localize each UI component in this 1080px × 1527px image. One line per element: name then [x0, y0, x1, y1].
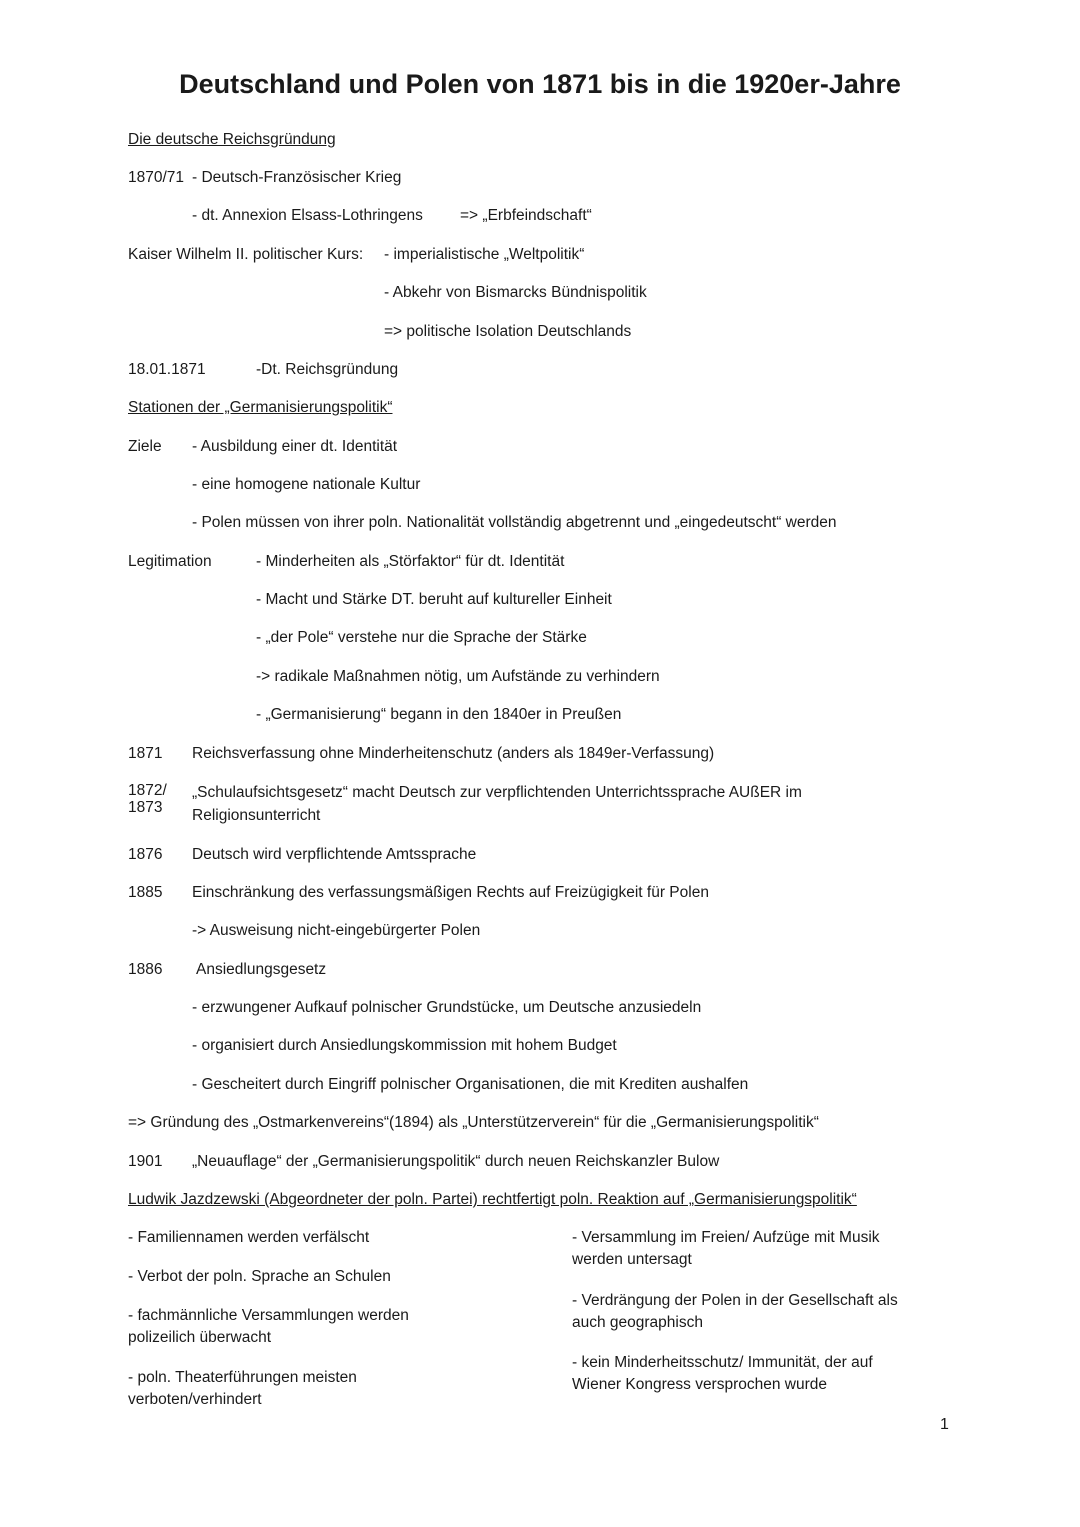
war-text: - Deutsch-Französischer Krieg: [192, 169, 402, 186]
kaiser-label: Kaiser Wilhelm II. politischer Kurs:: [128, 246, 364, 263]
text-1876: Deutsch wird verpflichtende Amtssprache: [192, 846, 477, 863]
legitimation-point-4: -> radikale Maßnahmen nötig, um Aufstände zu verhindern: [256, 668, 660, 685]
page-number: 1: [940, 1416, 949, 1433]
text-1885-sub: -> Ausweisung nicht-eingebürgerter Polen: [192, 922, 481, 939]
text-1886: Ansiedlungsgesetz: [196, 961, 327, 978]
legitimation-point-5: - „Germanisierung“ begann in den 1840er in Preußen: [256, 706, 622, 723]
year-1901: 1901: [128, 1153, 163, 1170]
ziele-point-3: - Polen müssen von ihrer poln. Nationalität vollständig abgetrennt und „eingedeutscht“ werden: [192, 514, 837, 531]
section-heading-jazdzewski: Ludwik Jazdzewski (Abgeordneter der poln. Partei) rechtfertigt poln. Reaktion auf „Germanisierungspolitik“: [128, 1191, 857, 1208]
ostmarkenverein-text: => Gründung des „Ostmarkenvereins“(1894) als „Unterstützerverein“ für die „Germanisierungspolitik“: [128, 1114, 819, 1131]
year-1872: 1872/: [128, 782, 167, 799]
kaiser-point-1: - imperialistische „Weltpolitik“: [384, 246, 585, 263]
annexion-text: - dt. Annexion Elsass-Lothringens: [192, 207, 423, 224]
text-1872-line-2: Religionsunterricht: [192, 807, 321, 824]
left-point-2: - Verbot der poln. Sprache an Schulen: [128, 1268, 391, 1285]
ziele-point-1: - Ausbildung einer dt. Identität: [192, 438, 398, 455]
founding-text: -Dt. Reichsgründung: [256, 361, 399, 378]
legitimation-point-1: - Minderheiten als „Störfaktor“ für dt. Identität: [256, 553, 565, 570]
text-1886-point-1: - erzwungener Aufkauf polnischer Grundstücke, um Deutsche anzusiedeln: [192, 999, 702, 1016]
text-1885: Einschränkung des verfassungsmäßigen Rechts auf Freizügigkeit für Polen: [192, 884, 709, 901]
right-point-3: - kein Minderheitsschutz/ Immunität, der auf Wiener Kongress versprochen wurde: [572, 1354, 873, 1393]
left-point-3: - fachmännliche Versammlungen werden polizeilich überwacht: [128, 1307, 409, 1346]
section-heading-reichsgruendung: Die deutsche Reichsgründung: [128, 131, 336, 148]
year-1873: 1873: [128, 799, 163, 816]
date-1870-71: 1870/71: [128, 169, 185, 186]
year-1885: 1885: [128, 884, 163, 901]
left-point-4: - poln. Theaterführungen meisten verboten/verhindert: [128, 1369, 357, 1408]
text-1901: „Neuauflage“ der „Germanisierungspolitik“ durch neuen Reichskanzler Bulow: [192, 1153, 720, 1170]
right-point-1: - Versammlung im Freien/ Aufzüge mit Musik werden untersagt: [572, 1229, 880, 1268]
ziele-point-2: - eine homogene nationale Kultur: [192, 476, 421, 493]
year-1871: 1871: [128, 745, 163, 762]
ziele-label: Ziele: [128, 438, 162, 455]
left-point-1: - Familiennamen werden verfälscht: [128, 1229, 370, 1246]
right-point-2: - Verdrängung der Polen in der Gesellschaft als auch geographisch: [572, 1292, 898, 1331]
kaiser-point-2: - Abkehr von Bismarcks Bündnispolitik: [384, 284, 647, 301]
section-heading-germanisierung: Stationen der „Germanisierungspolitik“: [128, 399, 393, 416]
legitimation-point-3: - „der Pole“ verstehe nur die Sprache der Stärke: [256, 629, 587, 646]
year-1876: 1876: [128, 846, 163, 863]
founding-date: 18.01.1871: [128, 361, 206, 378]
year-1886: 1886: [128, 961, 163, 978]
legitimation-point-2: - Macht und Stärke DT. beruht auf kultureller Einheit: [256, 591, 612, 608]
document-title: Deutschland und Polen von 1871 bis in die 1920er-Jahre: [179, 69, 901, 99]
legitimation-label: Legitimation: [128, 553, 212, 570]
text-1886-point-2: - organisiert durch Ansiedlungskommission mit hohem Budget: [192, 1037, 617, 1054]
kaiser-point-3: => politische Isolation Deutschlands: [384, 323, 632, 340]
text-1886-point-3: - Gescheitert durch Eingriff polnischer Organisationen, die mit Krediten aushalfen: [192, 1076, 749, 1093]
text-1871: Reichsverfassung ohne Minderheitenschutz (anders als 1849er-Verfassung): [192, 745, 715, 762]
text-1872-line-1: „Schulaufsichtsgesetz“ macht Deutsch zur verpflichtenden Unterrichtssprache AUßER im: [192, 784, 802, 801]
erbfeindschaft-text: => „Erbfeindschaft“: [460, 207, 592, 224]
